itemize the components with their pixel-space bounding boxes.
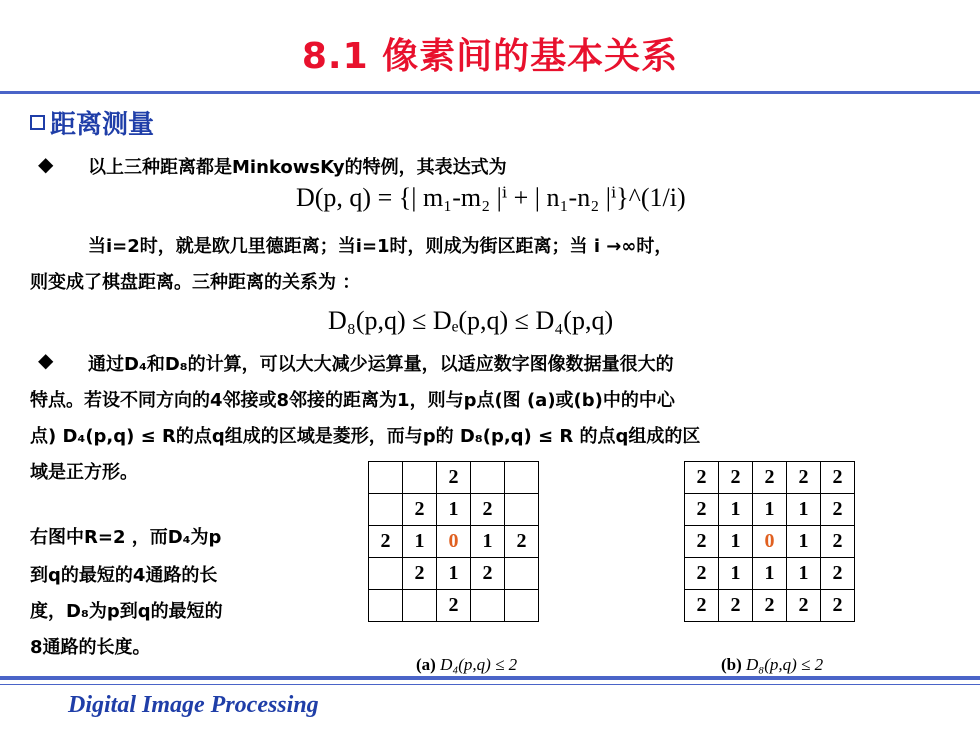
grid-cell [369,462,403,494]
bullet1-text: 以上三种距离都是MinkowsKy的特例，其表达式为 [88,157,507,178]
footer-text: Digital Image Processing [68,692,319,718]
grid-cell [471,590,505,622]
grid-cell: 1 [787,526,821,558]
grid-cell: 2 [685,590,719,622]
grid-cell [369,494,403,526]
grid-cell: 2 [471,494,505,526]
grid-row [685,494,855,526]
grid-cell: 1 [787,494,821,526]
grid-cell: 2 [821,590,855,622]
grid-cell: 2 [685,526,719,558]
grid-row [369,558,539,590]
grid-cell: 2 [471,558,505,590]
bottom-divider-thin [0,684,980,685]
caption-a-label: (a) [416,655,436,674]
grid-cell: 2 [437,590,471,622]
para1-line2: 则变成了棋盘距离。三种距离的关系为 ： [30,272,361,293]
grid-cell: 2 [787,590,821,622]
grid-cell: 2 [821,526,855,558]
bullet2-line1: 通过D₄和D₈的计算，可以大大减少运算量，以适应数字图像数据量很大的 [88,354,674,375]
d4-distance-grid [368,461,539,622]
caption-a-expr: D₄(p,q) ≤ 2 [440,655,518,674]
grid-cell: 2 [719,590,753,622]
grid-cell [403,590,437,622]
section-label: 距离测量 [50,110,155,140]
grid-cell: 2 [787,462,821,494]
grid-cell: 2 [821,494,855,526]
note-line4: 8通路的长度。 [30,637,151,658]
grid-row [685,558,855,590]
grid-cell: 2 [403,558,437,590]
grid-cell: 1 [719,494,753,526]
grid-cell: 2 [403,494,437,526]
grid-cell: 2 [437,462,471,494]
grid-cell: 2 [753,462,787,494]
bullet2-line3: 点) D₄(p,q) ≤ R的点q组成的区域是菱形，而与p的 D₈(p,q) ≤ R 的点q组成的区 [30,426,701,447]
bullet2-line2: 特点。若设不同方向的4邻接或8邻接的距离为1，则与p点(图 (a)或(b)中的中心 [30,390,675,411]
grid-cell: 2 [505,526,539,558]
grid-cell: 1 [437,558,471,590]
grid-row [369,462,539,494]
minkowski-formula: D(p, q) = {| m₁-m₂ |ⁱ + | n₁-n₂ |ⁱ}^(1/i) [296,183,686,212]
page-title: 8.1 像素间的基本关系 [301,36,679,77]
grid-cell [471,462,505,494]
grid-row [685,526,855,558]
grid-cell: 2 [369,526,403,558]
grid-cell: 1 [719,526,753,558]
grid-cell: 2 [821,462,855,494]
bullet-diamond-icon: ◆ [38,152,54,176]
grid-cell: 2 [685,494,719,526]
grid-cell: 1 [403,526,437,558]
grid-row [369,526,539,558]
note-line1: 右图中R=2 ，而D₄为p [30,527,222,548]
bullet2-line4: 域是正方形。 [30,462,138,483]
grid-cell [369,558,403,590]
grid-cell: 1 [787,558,821,590]
grid-row [369,590,539,622]
bullet-diamond-icon: ◆ [38,348,54,372]
grid-cell: 1 [437,494,471,526]
grid-cell: 1 [753,494,787,526]
grid-cell: 0 [753,526,787,558]
grid-cell [369,590,403,622]
caption-b-label: (b) [721,655,742,674]
section-heading [30,104,154,141]
grid-cell: 2 [685,462,719,494]
top-divider [0,91,980,94]
grid-cell [505,590,539,622]
note-line2: 到q的最短的4通路的长 [30,565,218,586]
grid-cell: 2 [719,462,753,494]
grid-cell: 2 [685,558,719,590]
grid-cell: 2 [821,558,855,590]
caption-a [416,655,517,675]
grid-cell [505,494,539,526]
grid-cell: 0 [437,526,471,558]
bullet-square-icon [30,115,45,130]
caption-b-expr: D₈(p,q) ≤ 2 [746,655,824,674]
grid-row [369,494,539,526]
caption-b [721,655,823,675]
note-line3: 度，D₈为p到q的最短的 [30,601,223,622]
grid-cell [403,462,437,494]
grid-cell: 1 [753,558,787,590]
grid-cell [505,558,539,590]
grid-row [685,590,855,622]
grid-row [685,462,855,494]
grid-cell [505,462,539,494]
grid-cell: 2 [753,590,787,622]
bottom-divider [0,676,980,680]
d8-distance-grid [684,461,855,622]
grid-cell: 1 [471,526,505,558]
grid-cell: 1 [719,558,753,590]
para1-line1: 当i=2时，就是欧几里德距离；当i=1时，则成为街区距离；当 i →∞时， [88,236,673,257]
distance-relation-formula: D₈(p,q) ≤ Dₑ(p,q) ≤ D₄(p,q) [328,306,614,335]
